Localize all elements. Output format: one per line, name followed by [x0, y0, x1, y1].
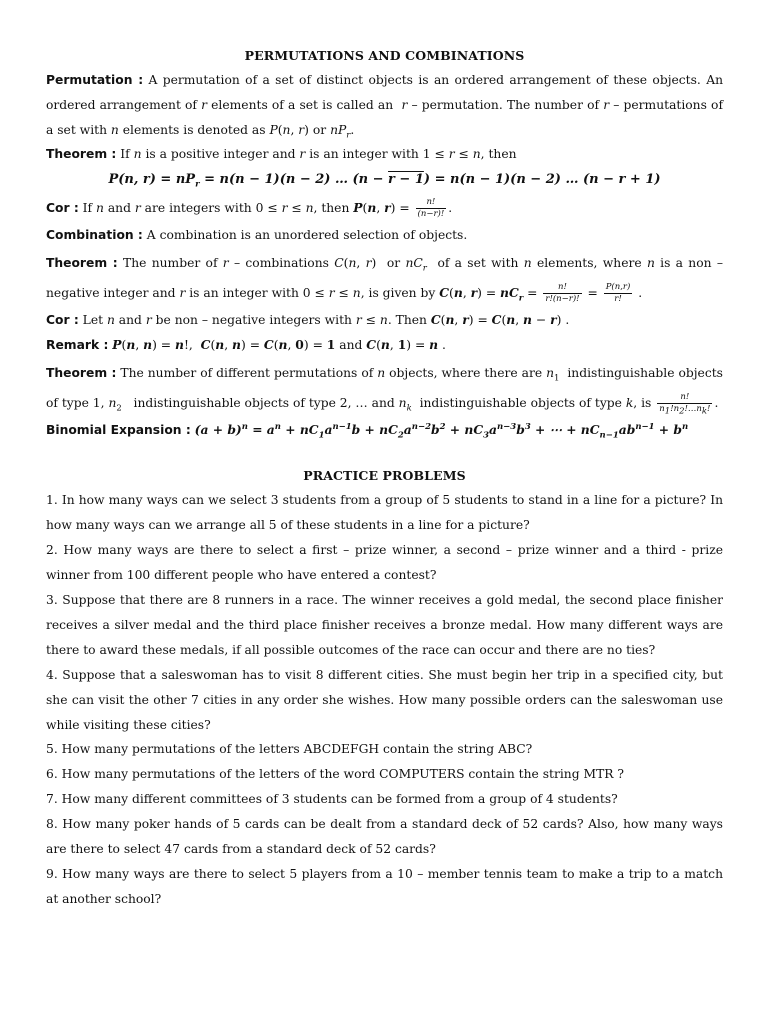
- combination-text: A combination is an unordered selection of objects.: [146, 228, 468, 243]
- binomial-label: Binomial Expansion :: [46, 422, 191, 437]
- theorem-3-paragraph: [46, 358, 723, 418]
- remark-text: P(n, n) = n!, C(n, n) = C(n, 0) = 1 and C(n, 1) = n .: [112, 336, 446, 352]
- theorem-1-text: If n is a positive integer and r is an integer with 1 ≤ r ≤ n, then: [120, 147, 517, 162]
- document-page: [46, 44, 723, 912]
- corollary-1-label: Cor :: [46, 201, 79, 216]
- problem-item: 9. How many ways are there to select 5 players from a 10 – member tennis team to make a trip to a match at another school?: [46, 866, 723, 906]
- fraction: $\frac{n!}{r!(n-r)!}$: [545, 281, 580, 304]
- theorem-1-label: Theorem :: [46, 147, 117, 162]
- permutation-formula: P(n, $r) = nP_r = n(n - 1)(n - 2)$ … (n − r − 1) = n(n − 1)(n − 2) … (n − r + 1): [108, 172, 661, 190]
- remark-label: Remark :: [46, 337, 109, 352]
- theorem-2-paragraph: [46, 248, 723, 308]
- permutation-label: Permutation :: [46, 73, 144, 87]
- problem-item: 5. How many permutations of the letters ABCDEFGH contain the string ABC?: [46, 742, 533, 757]
- permutation-paragraph: [46, 68, 723, 142]
- corollary-1-text: If n and r are integers with 0 ≤ r ≤ n, then P(n, r) = $\frac{n!}{(n-r)!}$ .: [82, 197, 453, 220]
- remark-paragraph: [46, 333, 723, 358]
- fraction: $\frac{n!}{(n-r)!}$: [417, 197, 445, 220]
- theorem-3-label: Theorem :: [46, 365, 117, 380]
- problem-list: [46, 488, 723, 911]
- theorem-3-text: The number of different permutations of n objects, where there are $n_1$ indistinguishable objects of type 1, $n_2$ indistinguishable objects of type 2, … and $n_k$ indistinguishable objects of type k, is $\frac{n!}{n_1!n_2!\dots n_k!}$ .: [46, 365, 723, 417]
- theorem-1-paragraph: [46, 142, 723, 167]
- corollary-2-text: Let n and r be non – negative integers with r ≤ n. Then C(n, r) = C(n, n − r) .: [82, 311, 570, 327]
- theorem-2-text: The number of r – combinations C(n, r) or $nC_r$ of a set with n elements, where n is a non – negative integer and r is an integer with 0 ≤ r ≤ n, is given by C(n, $r) = nC_r$ = $\frac{n!}{r!(n-r)!}$ = $\frac{P(n,r)}{r!}$ .: [46, 255, 723, 304]
- corollary-2-paragraph: [46, 308, 723, 333]
- problem-item: 4. Suppose that a saleswoman has to visit 8 different cities. She must begin her trip in a specified city, but she can visit the other 7 cities in any order she wishes. How many possible orders can the saleswoman use while visiting these cities?: [46, 667, 723, 732]
- fraction: $\frac{n!}{n_1!n_2!\dots n_k!}$: [659, 391, 711, 417]
- problem-item: 2. How many ways are there to select a first – prize winner, a second – prize winner and a third - prize winner from 100 different people who have entered a contest?: [46, 543, 723, 583]
- problem-item: 6. How many permutations of the letters of the word COMPUTERS contain the string MTR ?: [46, 767, 625, 782]
- practice-heading: PRACTICE PROBLEMS: [303, 468, 466, 484]
- problem-item: 1. In how many ways can we select 3 students from a group of 5 students to stand in a line for a picture? In how many ways can we arrange all 5 of these students in a line for a picture?: [46, 493, 723, 533]
- page-title: PERMUTATIONS AND COMBINATIONS: [244, 48, 525, 63]
- binomial-formula: $(a + b)^n = a^n + nC_1a^{n-1}b + nC_2a^{n-2}b^2 + nC_3a^{n-3}b^3$ + ⋯ + $nC_{n-1}ab^{n-1} + b^n$: [194, 421, 689, 441]
- corollary-1-paragraph: [46, 193, 723, 223]
- problem-item: 8. How many poker hands of 5 cards can be dealt from a standard deck of 52 cards? Also, how many ways are there to select 47 cards from a standard deck of 52 cards?: [46, 817, 723, 857]
- combination-paragraph: [46, 223, 723, 248]
- fraction: $\frac{P(n,r)}{r!}$: [605, 281, 631, 304]
- binomial-paragraph: [46, 418, 723, 443]
- permutation-text: A permutation of a set of distinct objects is an ordered arrangement of these objects. An ordered arrangement of r elements of a set is called an r – permutation. The number of r – permutations of a set with n elements is denoted as P(n, r) or $nP_r$.: [46, 73, 724, 141]
- problem-item: 7. How many different committees of 3 students can be formed from a group of 4 students?: [46, 792, 618, 807]
- problem-item: 3. Suppose that there are 8 runners in a race. The winner receives a gold medal, the second place finisher receives a silver medal and the third place finisher receives a bronze medal. How many different ways are there to award these medals, if all possible outcomes of the race can occur and there are no ties?: [46, 593, 723, 657]
- corollary-2-label: Cor :: [46, 312, 79, 327]
- combination-label: Combination :: [46, 228, 143, 243]
- theorem-2-label: Theorem :: [46, 255, 118, 270]
